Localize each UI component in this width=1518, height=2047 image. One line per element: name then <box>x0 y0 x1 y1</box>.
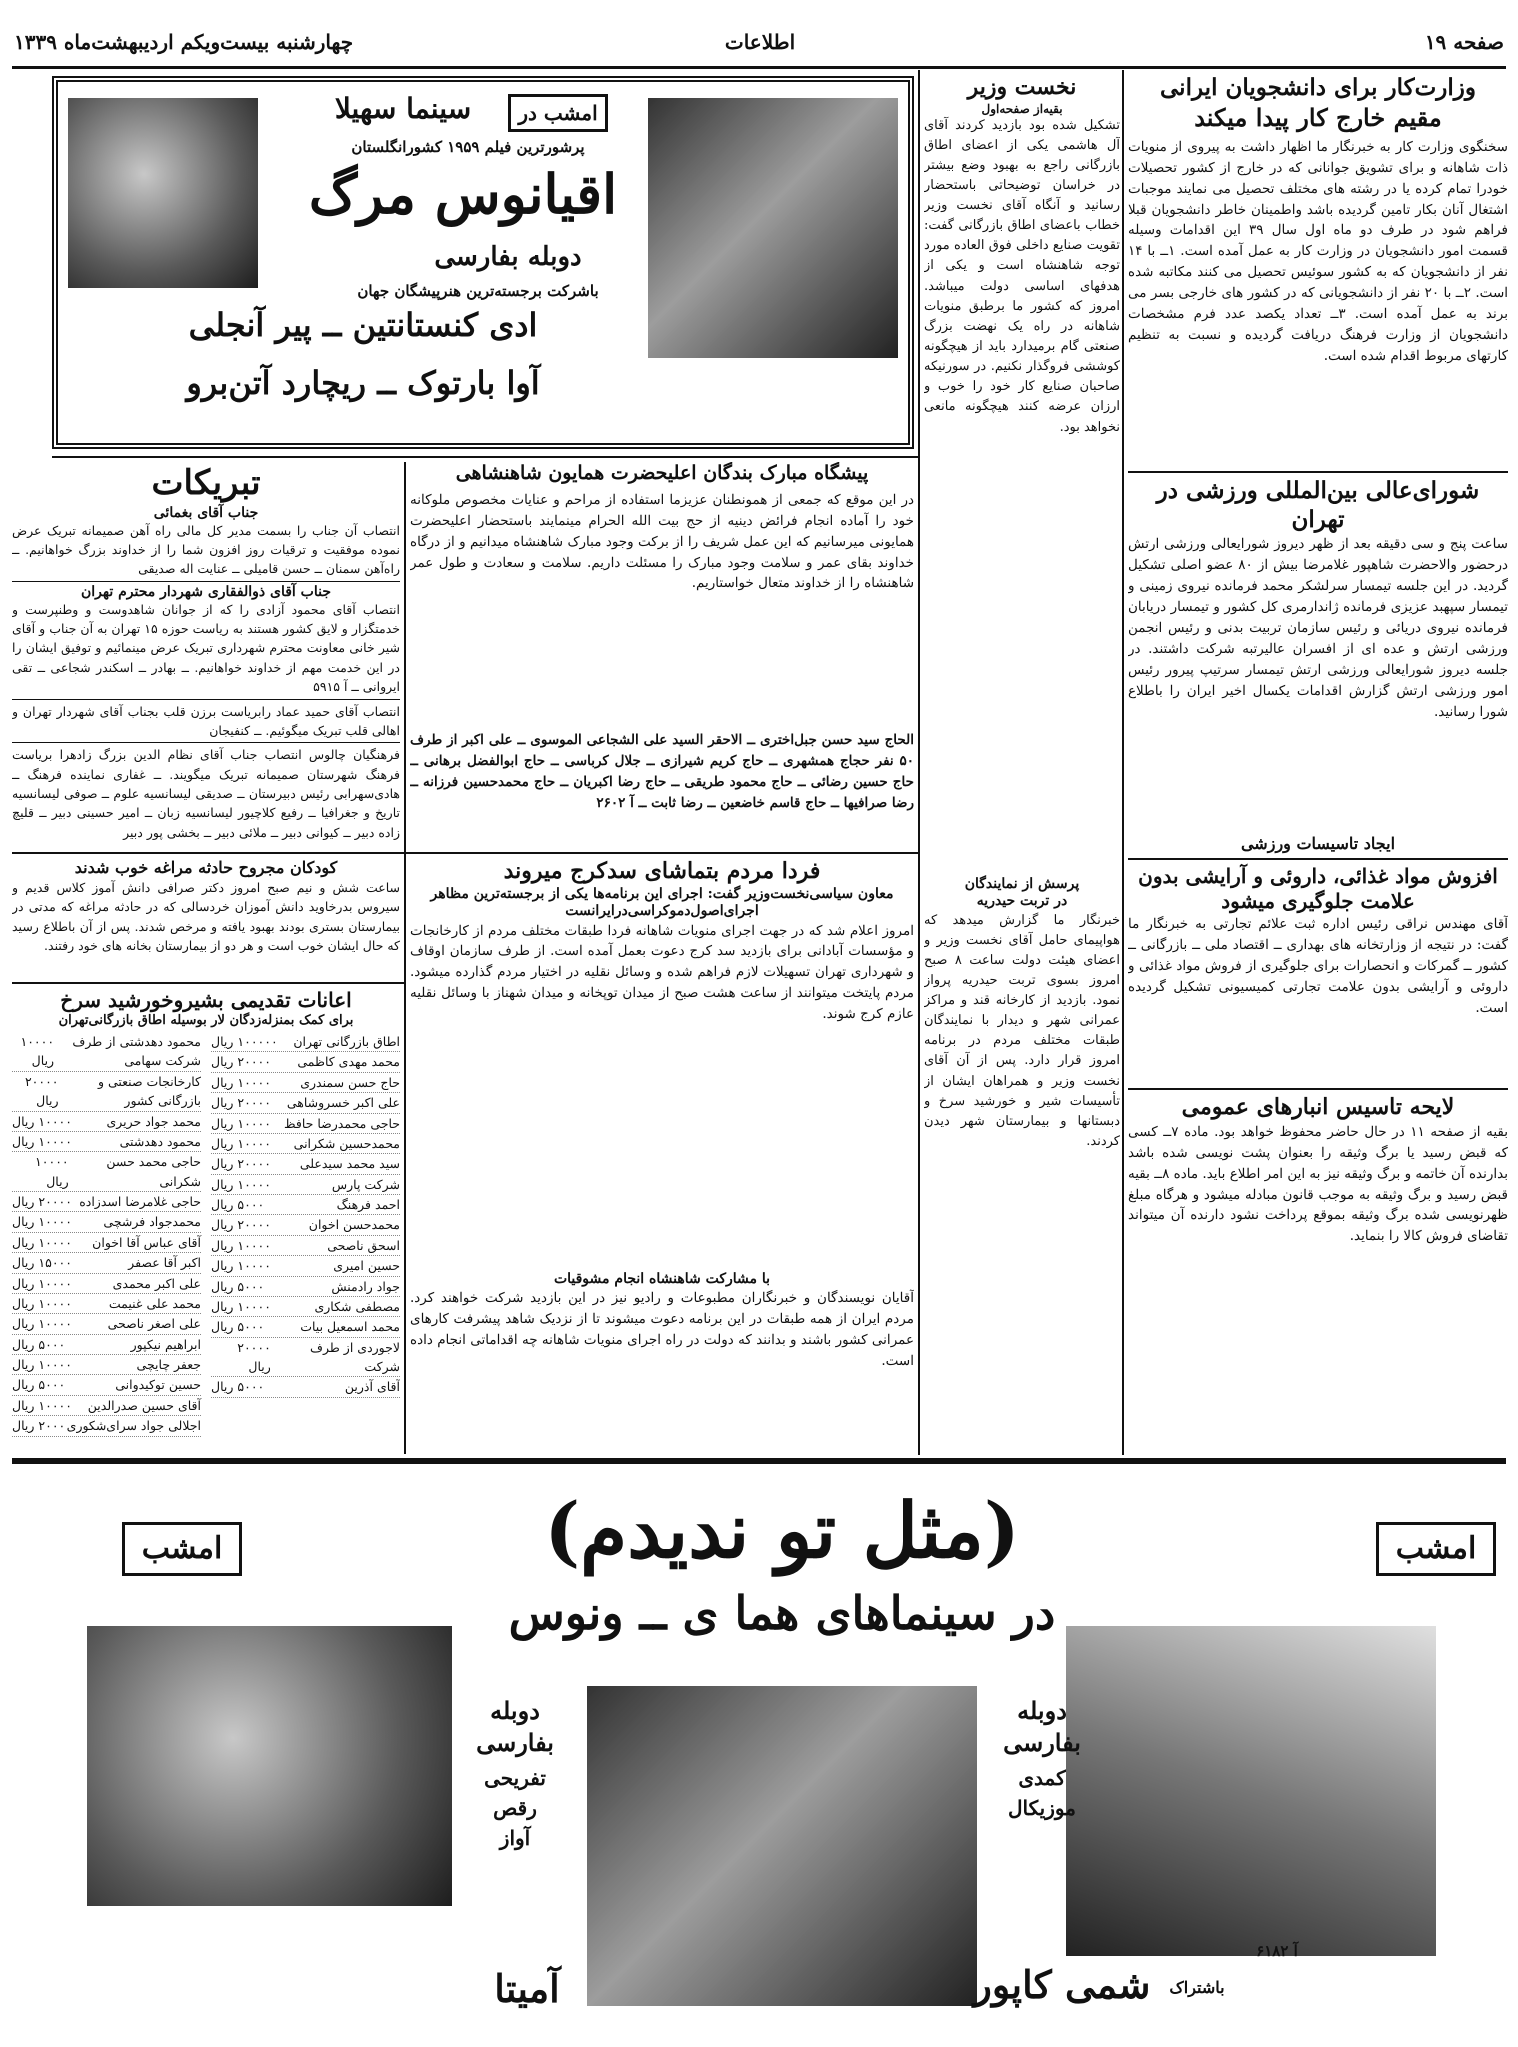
subhead-karaj: معاون سیاسی‌نخست‌وزیر گفت: اجرای این برنامه‌ها یکی از برجسته‌ترین مظاهر اجرای‌اصول‌دموکراسی‌درایرانست <box>430 885 894 919</box>
donation-row: محمود دهدشتی ۱۰۰۰۰ ریال <box>12 1132 201 1152</box>
congrats-title: جناب آقای ذوالفقاری شهردار محترم تهران <box>81 583 331 600</box>
right-column <box>1128 74 1508 1454</box>
film-tagline: پرشورترین فیلم ۱۹۵۹ کشورانگلستان <box>351 138 585 156</box>
film-title-bottom: (مثل تو ندیدم) <box>544 1486 1020 1575</box>
headline-congrats: تبریکات <box>151 463 261 503</box>
article-food: آقای مهندس نراقی رئیس اداره ثبت علائم تجارتی به خبرنگار ما گفت: در نتیجه از وزارتخانه های بهداری ــ اقتصاد ملی ــ بازرگانی ــ کشور ــ گمرکات و انحصارات برای جلوگیری از فروش مواد غذائی و داروئی و آرایشی بدون علامت تجارتی کمیسیونی تشکیل گردیده است. <box>1128 916 1508 1016</box>
headline-ministry: وزارت‌کار برای دانشجویان ایرانی <box>1160 74 1476 101</box>
headline-pm: نخست وزیر <box>967 74 1077 100</box>
karaj-body-2: آقایان نویسندگان و خبرنگاران مطبوعات و رادیو نیز در این بازدید شرکت خواهند کرد. مردم ایران از همه طبقات در این برنامه دعوت میشوند تا از نزدیک شاهد پیشرفت کارهای عمرانی کشور باشند و بدانند که دولت در راه اجرای منویات شاهانه چه اقداماتی انجام داده است. <box>410 1290 914 1369</box>
left-genre-2: رقص <box>493 1796 537 1820</box>
karaj-article <box>410 858 914 1454</box>
column-divider <box>404 462 406 1454</box>
donations-list-left <box>12 1032 201 1437</box>
ad-top-border <box>12 1458 1506 1464</box>
congrats-text: فرهنگیان چالوس انتصاب جناب آقای نظام الدین بزرگ زادهرا بریاست فرهنگ شهرستان صمیمانه تبریک میگویند. ــ غفاری نماینده فرهنگ ــ هادی‌سهرابی رئیس دبیرستان ــ صدیقی لیسانسیه علوم ــ صوفی لیسانسیه تاریخ و جغرافیا ــ رفیع کلاچیور لیسانسیه زبان ــ امیر حسینی دبیر ــ قلیچ زاده دبیر ــ کیوانی دبیر ــ ملائی دبیر ــ بخشی پور دبیر <box>12 747 400 840</box>
actor-photo <box>648 98 898 358</box>
star-1: شمی کاپور <box>973 1962 1151 2007</box>
headline-ministry-2: مقیم خارج کار پیدا میکند <box>1194 102 1442 132</box>
congrats-text: انتصاب آقای حمید عماد رابریاست برزن قلب بجناب آقای شهردار تهران و اهالی قلب تبریک میگوئیم. ــ کنفیجان <box>12 703 400 738</box>
column-divider <box>1122 70 1124 1455</box>
headline-karaj: فردا مردم بتماشای سدکرج میروند <box>503 858 821 884</box>
donation-row: حاجی غلامرضا اسدزاده ۲۰۰۰۰ ریال <box>12 1192 201 1212</box>
left-genre-3: آواز <box>499 1826 531 1850</box>
cast-intro: باشرکت برجسته‌ترین هنرپیشگان جهان <box>357 282 599 300</box>
congrats-text: انتصاب آقای محمود آزادی را که از جوانان شاهدوست و وطنپرست و خدمتگزار و لایق کشور هستند به ریاست حوزه ۱۵ تهران به آن جناب و آقای شیر خانی معاونت محترم شهرداری تبریک عرض مینمائیم و توفیق ایشان را در این خدمت مهم از خداوند خواهانیم. ــ بهادر ــ اسکندر شجاعی ــ تقی ایروانی ــ آ ۵۹۱۵ <box>12 601 400 695</box>
congrats-text: انتصاب آن جناب را بسمت مدیر کل مالی راه آهن صمیمانه تبریک عرض نموده موفقیت و ترقیات روز افزون شما را از خداوند بزرگ خواهانیم. ــ راه‌آهن سمنان ــ حسن قامیلی ــ عنایت اله صدیقی <box>12 522 400 577</box>
tonight-label: امشب در <box>508 94 608 132</box>
ad-code: آ ۶۱۸۲ <box>1256 1942 1298 1960</box>
subhead-pm-2: در تربت حیدریه <box>976 893 1068 909</box>
congrats-title: جناب آقای بغمائی <box>153 504 259 521</box>
donation-row: سید محمد سیدعلی ۲۰۰۰۰ ریال <box>211 1154 400 1174</box>
dubbed-label: دوبله بفارسی <box>434 242 582 272</box>
donation-row: محمد اسمعیل بیات ۵۰۰۰ ریال <box>211 1317 400 1337</box>
star-2: آمیتا <box>494 1966 560 2011</box>
column-divider <box>918 70 920 1455</box>
scene-photo <box>68 98 258 288</box>
newspaper-name: اطلاعات <box>724 30 796 54</box>
donation-row: محمد جواد حریری ۱۰۰۰۰ ریال <box>12 1112 201 1132</box>
donation-row: محمدجواد فرشچی ۱۰۰۰۰ ریال <box>12 1212 201 1232</box>
headline-food: افزوش مواد غذائی، داروئی و آرایشی بدون علامت جلوگیری میشود <box>1138 864 1498 914</box>
left-genre-1: تفریحی <box>484 1766 546 1790</box>
article-pm: تشکیل شده بود بازدید کردند آقای آل هاشمی یکی از اعضای اطاق بازرگانی راجع به بهبود وضع بیشتر در خراسان توضیحاتی باستحضار رسانید و آنگاه آقای نخست وزیر خطاب باعضای اطاق بازرگانی گفت: تقویت صنایع داخلی فوق العاده مورد توجه شاهنشاه است و یکی از هدفهای اساسی دولت میباشد. امروز که کشور ما برطبق منویات شاهانه در راه یک نهضت بزرگ صنعتی گام برمیدارد باید از هیچگونه کوششی فروگذار نکنیم. در سورنیکه صاحبان صنایع کار خود را خوب و ارزان عرضه کنند هیچگونه مانعی نخواهد بود. <box>924 117 1120 435</box>
donation-row: کارخانجات صنعتی و بازرگانی کشور ۲۰۰۰۰ ریال <box>12 1072 201 1112</box>
issue-date: چهارشنبه بیست‌ویکم اردیبهشت‌ماه ۱۳۳۹ <box>14 30 354 54</box>
donation-row: جواد رادمنش ۵۰۰۰ ریال <box>211 1277 400 1297</box>
donation-row: اطاق بازرگانی تهران ۱۰۰۰۰۰ ریال <box>211 1032 400 1052</box>
donations-subhead: برای کمک بمنزله‌زدگان لار بوسیله اطاق بازرگانی‌تهران <box>58 1013 354 1028</box>
donation-row: حاجی محمدرضا حافظ ۱۰۰۰۰ ریال <box>211 1114 400 1134</box>
donation-row: محمدحسن اخوان ۲۰۰۰۰ ریال <box>211 1215 400 1235</box>
congrats-item <box>12 584 400 697</box>
congrats-section <box>12 462 400 852</box>
donation-row: حاجی محمد حسن شکرانی ۱۰۰۰۰ ریال <box>12 1152 201 1192</box>
cast-line-1: ادی کنستانتین ــ پیر آنجلی <box>188 306 538 344</box>
petition-signers: الحاج سید حسن جبل‌اختری ــ الاحقر السید علی الشجاعی الموسوی ــ علی اکبر از طرف ۵۰ نفر حجاج همشهری ــ حاج کریم شیرازی ــ جلال کرباسی ــ حاج ابوالفضل برهانی ــ حاج حسین رضائی ــ حاج محمود طریقی ــ حاج رضا اکبریان ــ حاج محمدحسین فرزانه ــ رضا صرافیها ــ حاج قاسم خاضعین ــ رضا ثابت ــ آ ۲۶۰۲ <box>410 731 914 811</box>
donation-row: محمد مهدی کاظمی ۲۰۰۰۰ ریال <box>211 1052 400 1072</box>
headline-petition: پیشگاه مبارک بندگان اعلیحضرت همایون شاهنشاهی <box>455 462 869 484</box>
cinema-ad-homa-venus <box>12 1466 1506 2036</box>
cast-line-2: آوا بارتوک ــ ریچارد آتن‌برو <box>186 364 540 402</box>
donation-row: آقای عباس آقا اخوان ۱۰۰۰۰ ریال <box>12 1233 201 1253</box>
headline-council: شورای‌عالی بین‌المللی ورزشی در تهران <box>1156 476 1480 533</box>
film-still-right <box>1066 1626 1436 1956</box>
section-rule <box>12 852 918 854</box>
donations-section <box>12 988 400 1454</box>
karaj-body: امروز اعلام شد که در جهت اجرای منویات شاهانه فردا طبقات مختلف مردم از کارخانجات و مؤسسات آبادانی برای بازدید سد کرج دعوت بعمل آمده است. از طرف سازمان اوقاف و شهرداری تهران تسهیلات لازم فراهم شده و وسائل نقلیه در اختیار مردم گذارده میشود. مردم پایتخت میتوانند از ساعت هشت صبح از میدان توپخانه و میدان شهناز با وسائل نقلیه عازم کرج شوند. <box>410 922 914 1023</box>
cinemas-line: در سینماهای هما ی ــ ونوس <box>508 1586 1056 1640</box>
donation-row: اکبر آقا عصفر ۱۵۰۰۰ ریال <box>12 1253 201 1273</box>
right-genre-2: موزیکال <box>1008 1796 1076 1820</box>
donation-row: محمدحسین شکرانی ۱۰۰۰۰ ریال <box>211 1134 400 1154</box>
donation-row: حسین توکیدوانی ۵۰۰۰ ریال <box>12 1375 201 1395</box>
masthead-rule <box>12 66 1506 69</box>
cinema-name: سینما سهیلا <box>334 92 472 125</box>
cinema-ad-soheila <box>52 76 914 449</box>
section-rule <box>52 456 918 458</box>
film-still-left <box>87 1626 452 1906</box>
donation-row: محمود دهدشتی از طرف شرکت سهامی ۱۰۰۰۰ ریال <box>12 1032 201 1072</box>
article-ministry: سخنگوی وزارت کار به خبرنگار ما اظهار داشت به پیروی از منویات ذات شاهانه و برای تشویق جوانانی که در خارج از کشور تحصیلات خودرا تمام کرده یا در رشته های مختلف تحصیل می نمایند موجبات اشتغال آنان بکار تامین گردیده باشد واطمینان خاطر دانشجویان قبلا فراهم شود در طرف دو ماه اول سال ۳۹ این اقدامات وسیله قسمت امور دانشجویان در وزارت کار به عمل آمده است. ۱ــ با ۱۴ نفر از دانشجویان که به کشور سوئیس تحصیل می کنند مکاتبه شده است. ۲ــ با ۲۰ نفر از دانشجویانی که در کشور های خارجی بسر می برند به عمل آمده است. ۳ــ تعداد یکصد عدد فرم مشخصات دانشجویان از وزارت فرهنگ دریافت گردیده و نسبت به تنظیم کارتهای مربوط اقدام شده است. <box>1128 138 1508 364</box>
donation-row: اسحق ناصحی ۱۰۰۰۰ ریال <box>211 1236 400 1256</box>
donation-row: علی اکبر خسروشاهی ۲۰۰۰۰ ریال <box>211 1093 400 1113</box>
donation-row: لاجوردی از طرف شرکت ۲۰۰۰۰ ریال <box>211 1338 400 1378</box>
article-warehouse: بقیه از صفحه ۱۱ در حال حاضر محفوظ خواهد بود. ماده ۷ــ کسی که قبض رسید یا برگ وثیقه را بعنوان پشت نویسی شده باشد بدارنده آن خاتمه و برگ وثیقه نیز به این امر اطلاع باید. ماده ۸ــ بقیه قبض رسید و برگ وثیقه به موجب قانون مبادله میشود و هرگاه مبلغ ظهرنویسی شده برگ وثیقه بموقع پرداخت نشود دارنده آن میتواند تقاضای فروش کالا را بنماید. <box>1128 1123 1508 1245</box>
donations-list-right <box>211 1032 400 1437</box>
donation-row: آقای آذرین ۵۰۰۰ ریال <box>211 1377 400 1397</box>
donation-row: شرکت پارس ۱۰۰۰۰ ریال <box>211 1175 400 1195</box>
donation-row: محمد علی غنیمت ۱۰۰۰۰ ریال <box>12 1294 201 1314</box>
headline-donations: اعانات تقدیمی بشیروخورشید سرخ <box>60 988 352 1012</box>
subhead-karaj-2: با مشارکت شاهنشاه انجام مشوقیات <box>553 1270 771 1287</box>
donation-row: آقای حسین صدرالدین ۱۰۰۰۰ ریال <box>12 1396 201 1416</box>
section-rule <box>12 982 404 984</box>
donation-row: حاج حسن سمندری ۱۰۰۰۰ ریال <box>211 1073 400 1093</box>
article-pm-2: خبرنگار ما گزارش میدهد که هواپیمای حامل آقای نخست وزیر و اعضای هیئت دولت ساعت ۸ صبح امروز بسوی تربت حیدریه پرواز نمود. بازدید از کارخانه قند و مراکز عمرانی شهر و دیدار با نمایندگان طبقات مختلف مردم در برنامه امروز قرار دارد. پس از آن آقای نخست وزیر و همراهان ایشان از تأسیسات شیر و خورشید سرخ و دبستانها و بیمارستان شهر دیدن کردند. <box>924 912 1120 1150</box>
article-council: ساعت پنج و سی دقیقه بعد از ظهر دیروز شورایعالی ورزشی ارتش درحضور والاحضرت شاهپور غلامرضا بیش از ۸۰ عضو اصلی تشکیل گردید. در این جلسه تیمسار سرلشکر محمد فرمانده نیروی زمینی و تیمسار سپهبد عزیزی فرمانده ژاندارمری کل کشور و تیمسار دریابان فرمانده نیروی دریائی و رئیس سازمان تربیت بدنی و رئیس انجمن ورزشی ارتش و عده ای از افسران عالیرتبه شرکت داشتند. در جلسه دیروز شورایعالی ورزشی ارتش تیمسار سرتیپ پیرور رئیس امور ورزشی ارتش گزارش اقدامات یکسال اخیر ایران را باطلاع شورا رسانید. <box>1128 536 1508 720</box>
page-number: صفحه ۱۹ <box>1424 30 1504 54</box>
headline-accident: کودکان مجروح حادثه مراغه خوب شدند <box>74 858 338 877</box>
accident-body: ساعت شش و نیم صبح امروز دکتر صرافی دانش آموز کلاس قدیم و سیروس بدرخاوید دانش آموزان خردسالی که در حادثه مراغه که مدتی در بیمارستان بستری بودند بهبود یافته و مرخص شدند. پس از آن باطلاع رسید که حال ایشان خوب است و هر دو از بیمارستان بخانه های خود رفتند. <box>12 880 400 954</box>
right-genre-1: کمدی <box>1018 1766 1066 1790</box>
right-lang: بفارسی <box>1003 1728 1081 1757</box>
donation-row: جعفر چایچی ۱۰۰۰۰ ریال <box>12 1355 201 1375</box>
continued-label: بقیه‌از صفحه‌اول <box>981 101 1063 116</box>
subhead-council: ایجاد تاسیسات ورزشی <box>1240 834 1396 854</box>
petition-article <box>410 462 914 848</box>
left-lang: بفارسی <box>476 1728 554 1757</box>
left-dub: دوبله <box>490 1696 540 1725</box>
congrats-item <box>12 505 400 579</box>
cast-intro-bottom: باشتراک <box>1169 1978 1225 1997</box>
accident-article <box>12 858 400 978</box>
donation-row: اجلالی جواد سرای‌شکوری ۲۰۰۰ ریال <box>12 1416 201 1436</box>
subhead-pm-1: پرسش از نمایندگان <box>964 875 1080 892</box>
donation-row: علی اصغر ناصحی ۱۰۰۰۰ ریال <box>12 1314 201 1334</box>
pm-column <box>924 74 1120 1454</box>
donation-row: احمد فرهنگ ۵۰۰۰ ریال <box>211 1195 400 1215</box>
right-dub: دوبله <box>1017 1696 1067 1725</box>
film-still-center <box>587 1686 977 2006</box>
donation-row: علی اکبر محمدی ۱۰۰۰۰ ریال <box>12 1274 201 1294</box>
headline-warehouse: لایحه تاسیس انبارهای عمومی <box>1181 1094 1455 1121</box>
tonight-label-left: امشب <box>122 1522 242 1576</box>
donation-row: مصطفی شکاری ۱۰۰۰۰ ریال <box>211 1297 400 1317</box>
petition-body: در این موقع که جمعی از همونطنان عزیزما استفاده از مراحم و عنایات مخصوص ملوکانه خود را آماده انجام فرائض دینیه از حج بیت الله الحرام مینمایند باستحضار اعلیحضرت همایونی میرسانیم که این عمل شریف را از برکت وجود مبارک شاهنشاه میدانیم و از درگاه خداوند بقای عمر و سلامت وجود مبارک را مسئلت داریم. سلامت و سعادت و طول عمر شاهنشاه را از خداوند متعال خواستاریم. <box>410 491 914 592</box>
donation-row: حسین امیری ۱۰۰۰۰ ریال <box>211 1256 400 1276</box>
film-title: اقیانوس مرگ <box>308 162 618 226</box>
tonight-label-right: امشب <box>1376 1522 1496 1576</box>
donation-row: ابراهیم نیکپور ۵۰۰۰ ریال <box>12 1335 201 1355</box>
